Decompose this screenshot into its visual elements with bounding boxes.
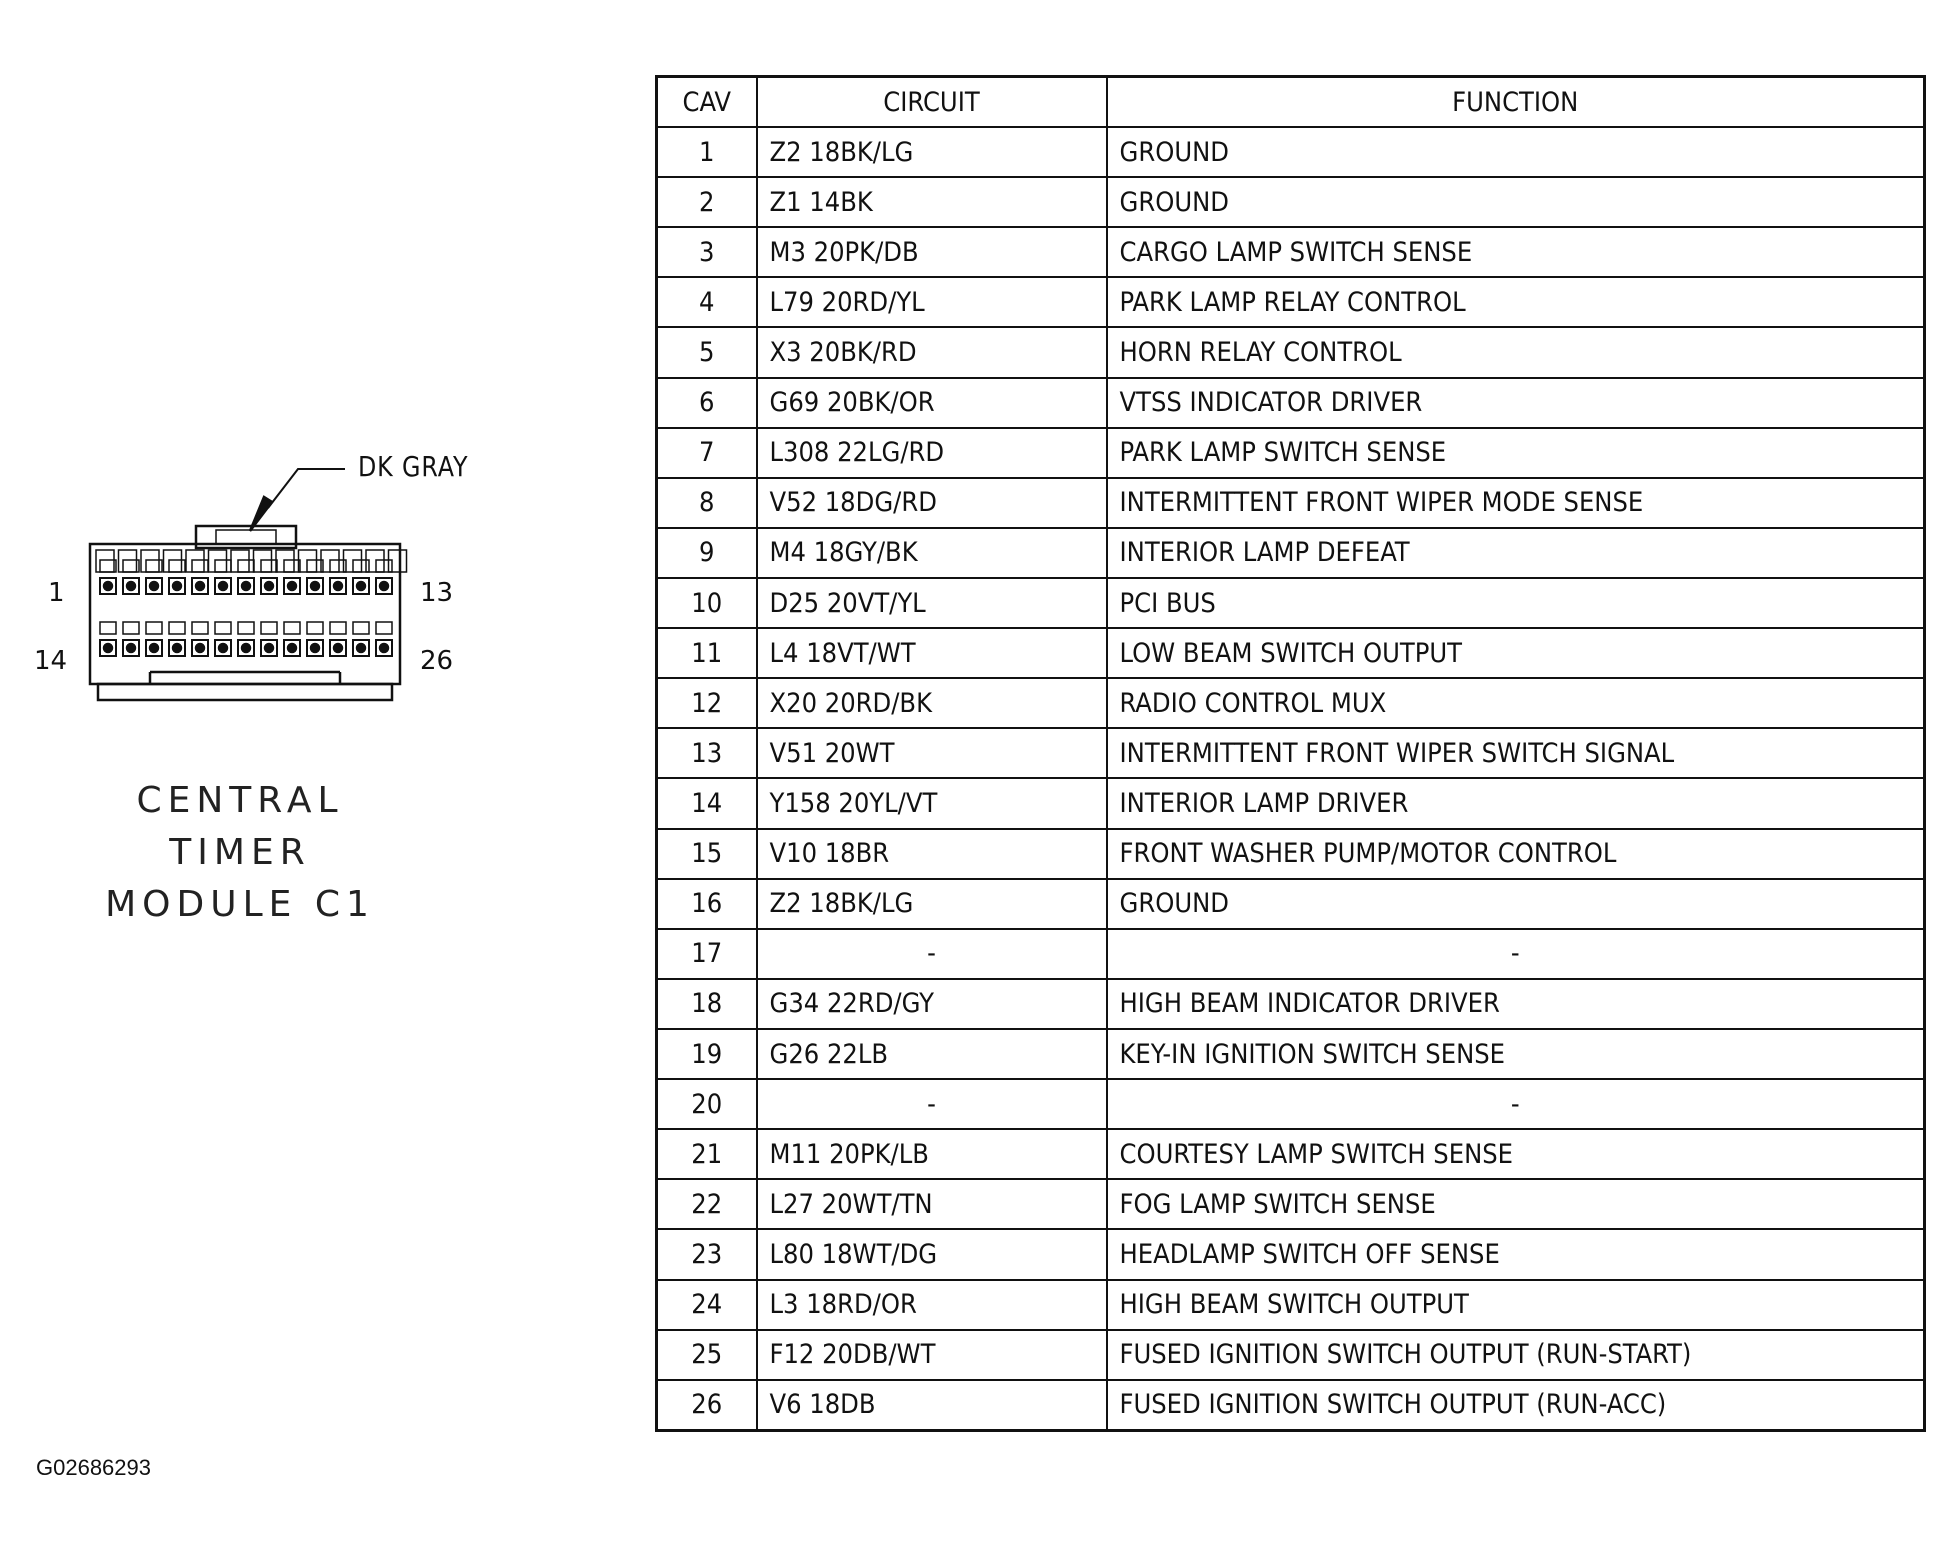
cell-function: INTERIOR LAMP DRIVER: [1107, 778, 1925, 828]
cell-cav: 23: [657, 1229, 757, 1279]
cell-cav: 10: [657, 578, 757, 628]
pin-cavity-14: [100, 622, 116, 656]
pin-cavity-23: [307, 622, 323, 656]
cell-circuit: -: [757, 1079, 1107, 1129]
cell-function: PCI BUS: [1107, 578, 1925, 628]
cell-cav: 3: [657, 227, 757, 277]
pin-cavity-5: [192, 560, 208, 594]
cell-circuit: Y158 20YL/VT: [757, 778, 1107, 828]
cell-function: FUSED IGNITION SWITCH OUTPUT (RUN-ACC): [1107, 1380, 1925, 1431]
cell-cav: 8: [657, 478, 757, 528]
figure-id: G02686293: [36, 1455, 151, 1480]
cell-function: GROUND: [1107, 177, 1925, 227]
cell-circuit: F12 20DB/WT: [757, 1330, 1107, 1380]
cell-function: LOW BEAM SWITCH OUTPUT: [1107, 628, 1925, 678]
cell-circuit: L308 22LG/RD: [757, 428, 1107, 478]
table-row: [657, 778, 1925, 828]
table-row: [657, 1129, 1925, 1179]
cell-function: INTERIOR LAMP DEFEAT: [1107, 528, 1925, 578]
cell-cav: 11: [657, 628, 757, 678]
table-row: [657, 728, 1925, 778]
connector-rib: [254, 550, 272, 572]
pin-label-13: 13: [420, 578, 454, 608]
cell-circuit: M11 20PK/LB: [757, 1129, 1107, 1179]
pin-cavity-21: [261, 622, 277, 656]
cell-circuit: X3 20BK/RD: [757, 327, 1107, 377]
cell-function: -: [1107, 1079, 1925, 1129]
table-row: [657, 628, 1925, 678]
cell-cav: 7: [657, 428, 757, 478]
connector-base: [98, 684, 392, 700]
cell-circuit: M4 18GY/BK: [757, 528, 1107, 578]
cell-function: -: [1107, 929, 1925, 979]
cell-cav: 12: [657, 678, 757, 728]
cell-cav: 16: [657, 879, 757, 929]
cell-function: FOG LAMP SWITCH SENSE: [1107, 1179, 1925, 1229]
cell-cav: 22: [657, 1179, 757, 1229]
connector-rib: [96, 550, 114, 572]
pin-cavity-19: [215, 622, 231, 656]
cell-circuit: L3 18RD/OR: [757, 1280, 1107, 1330]
cell-function: HEADLAMP SWITCH OFF SENSE: [1107, 1229, 1925, 1279]
cell-cav: 6: [657, 378, 757, 428]
table-row: [657, 277, 1925, 327]
cell-function: RADIO CONTROL MUX: [1107, 678, 1925, 728]
table-row: [657, 428, 1925, 478]
cell-cav: 9: [657, 528, 757, 578]
table-row: [657, 177, 1925, 227]
cell-circuit: V52 18DG/RD: [757, 478, 1107, 528]
cell-circuit: V51 20WT: [757, 728, 1107, 778]
cell-cav: 5: [657, 327, 757, 377]
connector-rib: [141, 550, 159, 572]
cell-circuit: V6 18DB: [757, 1380, 1107, 1431]
connector-rib: [186, 550, 204, 572]
cell-circuit: V10 18BR: [757, 829, 1107, 879]
cell-function: INTERMITTENT FRONT WIPER MODE SENSE: [1107, 478, 1925, 528]
table-row: [657, 327, 1925, 377]
table-row: [657, 528, 1925, 578]
connector-body: [90, 469, 407, 700]
connector-color-label: DK GRAY: [358, 450, 469, 483]
cell-function: HORN RELAY CONTROL: [1107, 327, 1925, 377]
table-row: [657, 678, 1925, 728]
table-row: [657, 1179, 1925, 1229]
pin-cavity-25: [353, 622, 369, 656]
table-header-row: [657, 77, 1925, 128]
table-row: [657, 929, 1925, 979]
cell-circuit: L80 18WT/DG: [757, 1229, 1107, 1279]
cell-cav: 13: [657, 728, 757, 778]
cell-circuit: Z1 14BK: [757, 177, 1107, 227]
table-row: [657, 1380, 1925, 1431]
connector-rib: [231, 550, 249, 572]
module-title: [60, 775, 420, 931]
cell-cav: 21: [657, 1129, 757, 1179]
cell-circuit: -: [757, 929, 1107, 979]
table-row: [657, 378, 1925, 428]
cell-function: CARGO LAMP SWITCH SENSE: [1107, 227, 1925, 277]
pin-label-26: 26: [420, 646, 454, 676]
cell-cav: 25: [657, 1330, 757, 1380]
pin-label-1: 1: [48, 578, 65, 608]
cell-function: FUSED IGNITION SWITCH OUTPUT (RUN-START): [1107, 1330, 1925, 1380]
table-row: [657, 1229, 1925, 1279]
table-row: [657, 1280, 1925, 1330]
pin-cavity-18: [192, 622, 208, 656]
cell-circuit: L27 20WT/TN: [757, 1179, 1107, 1229]
pin-cavity-17: [169, 622, 185, 656]
cell-function: FRONT WASHER PUMP/MOTOR CONTROL: [1107, 829, 1925, 879]
header-cav: CAV: [657, 77, 757, 128]
connector-latch-inner: [216, 530, 276, 544]
cell-cav: 15: [657, 829, 757, 879]
connector-rib: [276, 550, 294, 572]
table-row: [657, 127, 1925, 177]
table-row: [657, 1029, 1925, 1079]
cell-function: PARK LAMP SWITCH SENSE: [1107, 428, 1925, 478]
cell-function: GROUND: [1107, 879, 1925, 929]
table-body: [657, 127, 1925, 1431]
cell-function: COURTESY LAMP SWITCH SENSE: [1107, 1129, 1925, 1179]
table-row: [657, 1330, 1925, 1380]
cell-circuit: D25 20VT/YL: [757, 578, 1107, 628]
header-function: FUNCTION: [1107, 77, 1925, 128]
table-row: [657, 1079, 1925, 1129]
cell-function: VTSS INDICATOR DRIVER: [1107, 378, 1925, 428]
pin-cavity-26: [376, 622, 392, 656]
header-circuit: CIRCUIT: [757, 77, 1107, 128]
callout-leader-line: [268, 469, 345, 508]
pin-cavity-22: [284, 622, 300, 656]
cell-circuit: L79 20RD/YL: [757, 277, 1107, 327]
cell-circuit: X20 20RD/BK: [757, 678, 1107, 728]
cell-circuit: G26 22LB: [757, 1029, 1107, 1079]
cell-cav: 2: [657, 177, 757, 227]
pin-cavity-15: [123, 622, 139, 656]
connector-rib: [164, 550, 182, 572]
cell-function: PARK LAMP RELAY CONTROL: [1107, 277, 1925, 327]
cell-cav: 1: [657, 127, 757, 177]
cell-circuit: G34 22RD/GY: [757, 979, 1107, 1029]
table-row: [657, 227, 1925, 277]
cell-circuit: L4 18VT/WT: [757, 628, 1107, 678]
module-title-line2: MODULE C1: [105, 884, 375, 925]
pin-cavity-9: [284, 560, 300, 594]
pin-cavity-24: [330, 622, 346, 656]
table-row: [657, 478, 1925, 528]
pin-cavity-6: [215, 560, 231, 594]
table-row: [657, 979, 1925, 1029]
cell-circuit: M3 20PK/DB: [757, 227, 1107, 277]
cell-cav: 20: [657, 1079, 757, 1129]
cell-cav: 24: [657, 1280, 757, 1330]
connector-rib: [389, 550, 407, 572]
cell-circuit: Z2 18BK/LG: [757, 127, 1107, 177]
module-title-line1: CENTRAL TIMER: [136, 780, 344, 873]
cell-cav: 19: [657, 1029, 757, 1079]
cell-function: KEY-IN IGNITION SWITCH SENSE: [1107, 1029, 1925, 1079]
cell-cav: 14: [657, 778, 757, 828]
pin-cavity-20: [238, 622, 254, 656]
cell-cav: 18: [657, 979, 757, 1029]
cell-cav: 26: [657, 1380, 757, 1431]
table-row: [657, 829, 1925, 879]
cell-function: HIGH BEAM SWITCH OUTPUT: [1107, 1280, 1925, 1330]
connector-face-diagram: [0, 420, 560, 720]
cell-circuit: Z2 18BK/LG: [757, 879, 1107, 929]
pin-cavity-7: [238, 560, 254, 594]
cell-function: HIGH BEAM INDICATOR DRIVER: [1107, 979, 1925, 1029]
connector-rib: [209, 550, 227, 572]
pinout-table: [655, 75, 1926, 1432]
cell-cav: 17: [657, 929, 757, 979]
cell-cav: 4: [657, 277, 757, 327]
pin-label-14: 14: [34, 646, 68, 676]
table-row: [657, 578, 1925, 628]
table-row: [657, 879, 1925, 929]
cell-circuit: G69 20BK/OR: [757, 378, 1107, 428]
cell-function: INTERMITTENT FRONT WIPER SWITCH SIGNAL: [1107, 728, 1925, 778]
cell-function: GROUND: [1107, 127, 1925, 177]
connector-rib: [119, 550, 137, 572]
pin-cavity-16: [146, 622, 162, 656]
pin-cavity-4: [169, 560, 185, 594]
pin-cavity-8: [261, 560, 277, 594]
